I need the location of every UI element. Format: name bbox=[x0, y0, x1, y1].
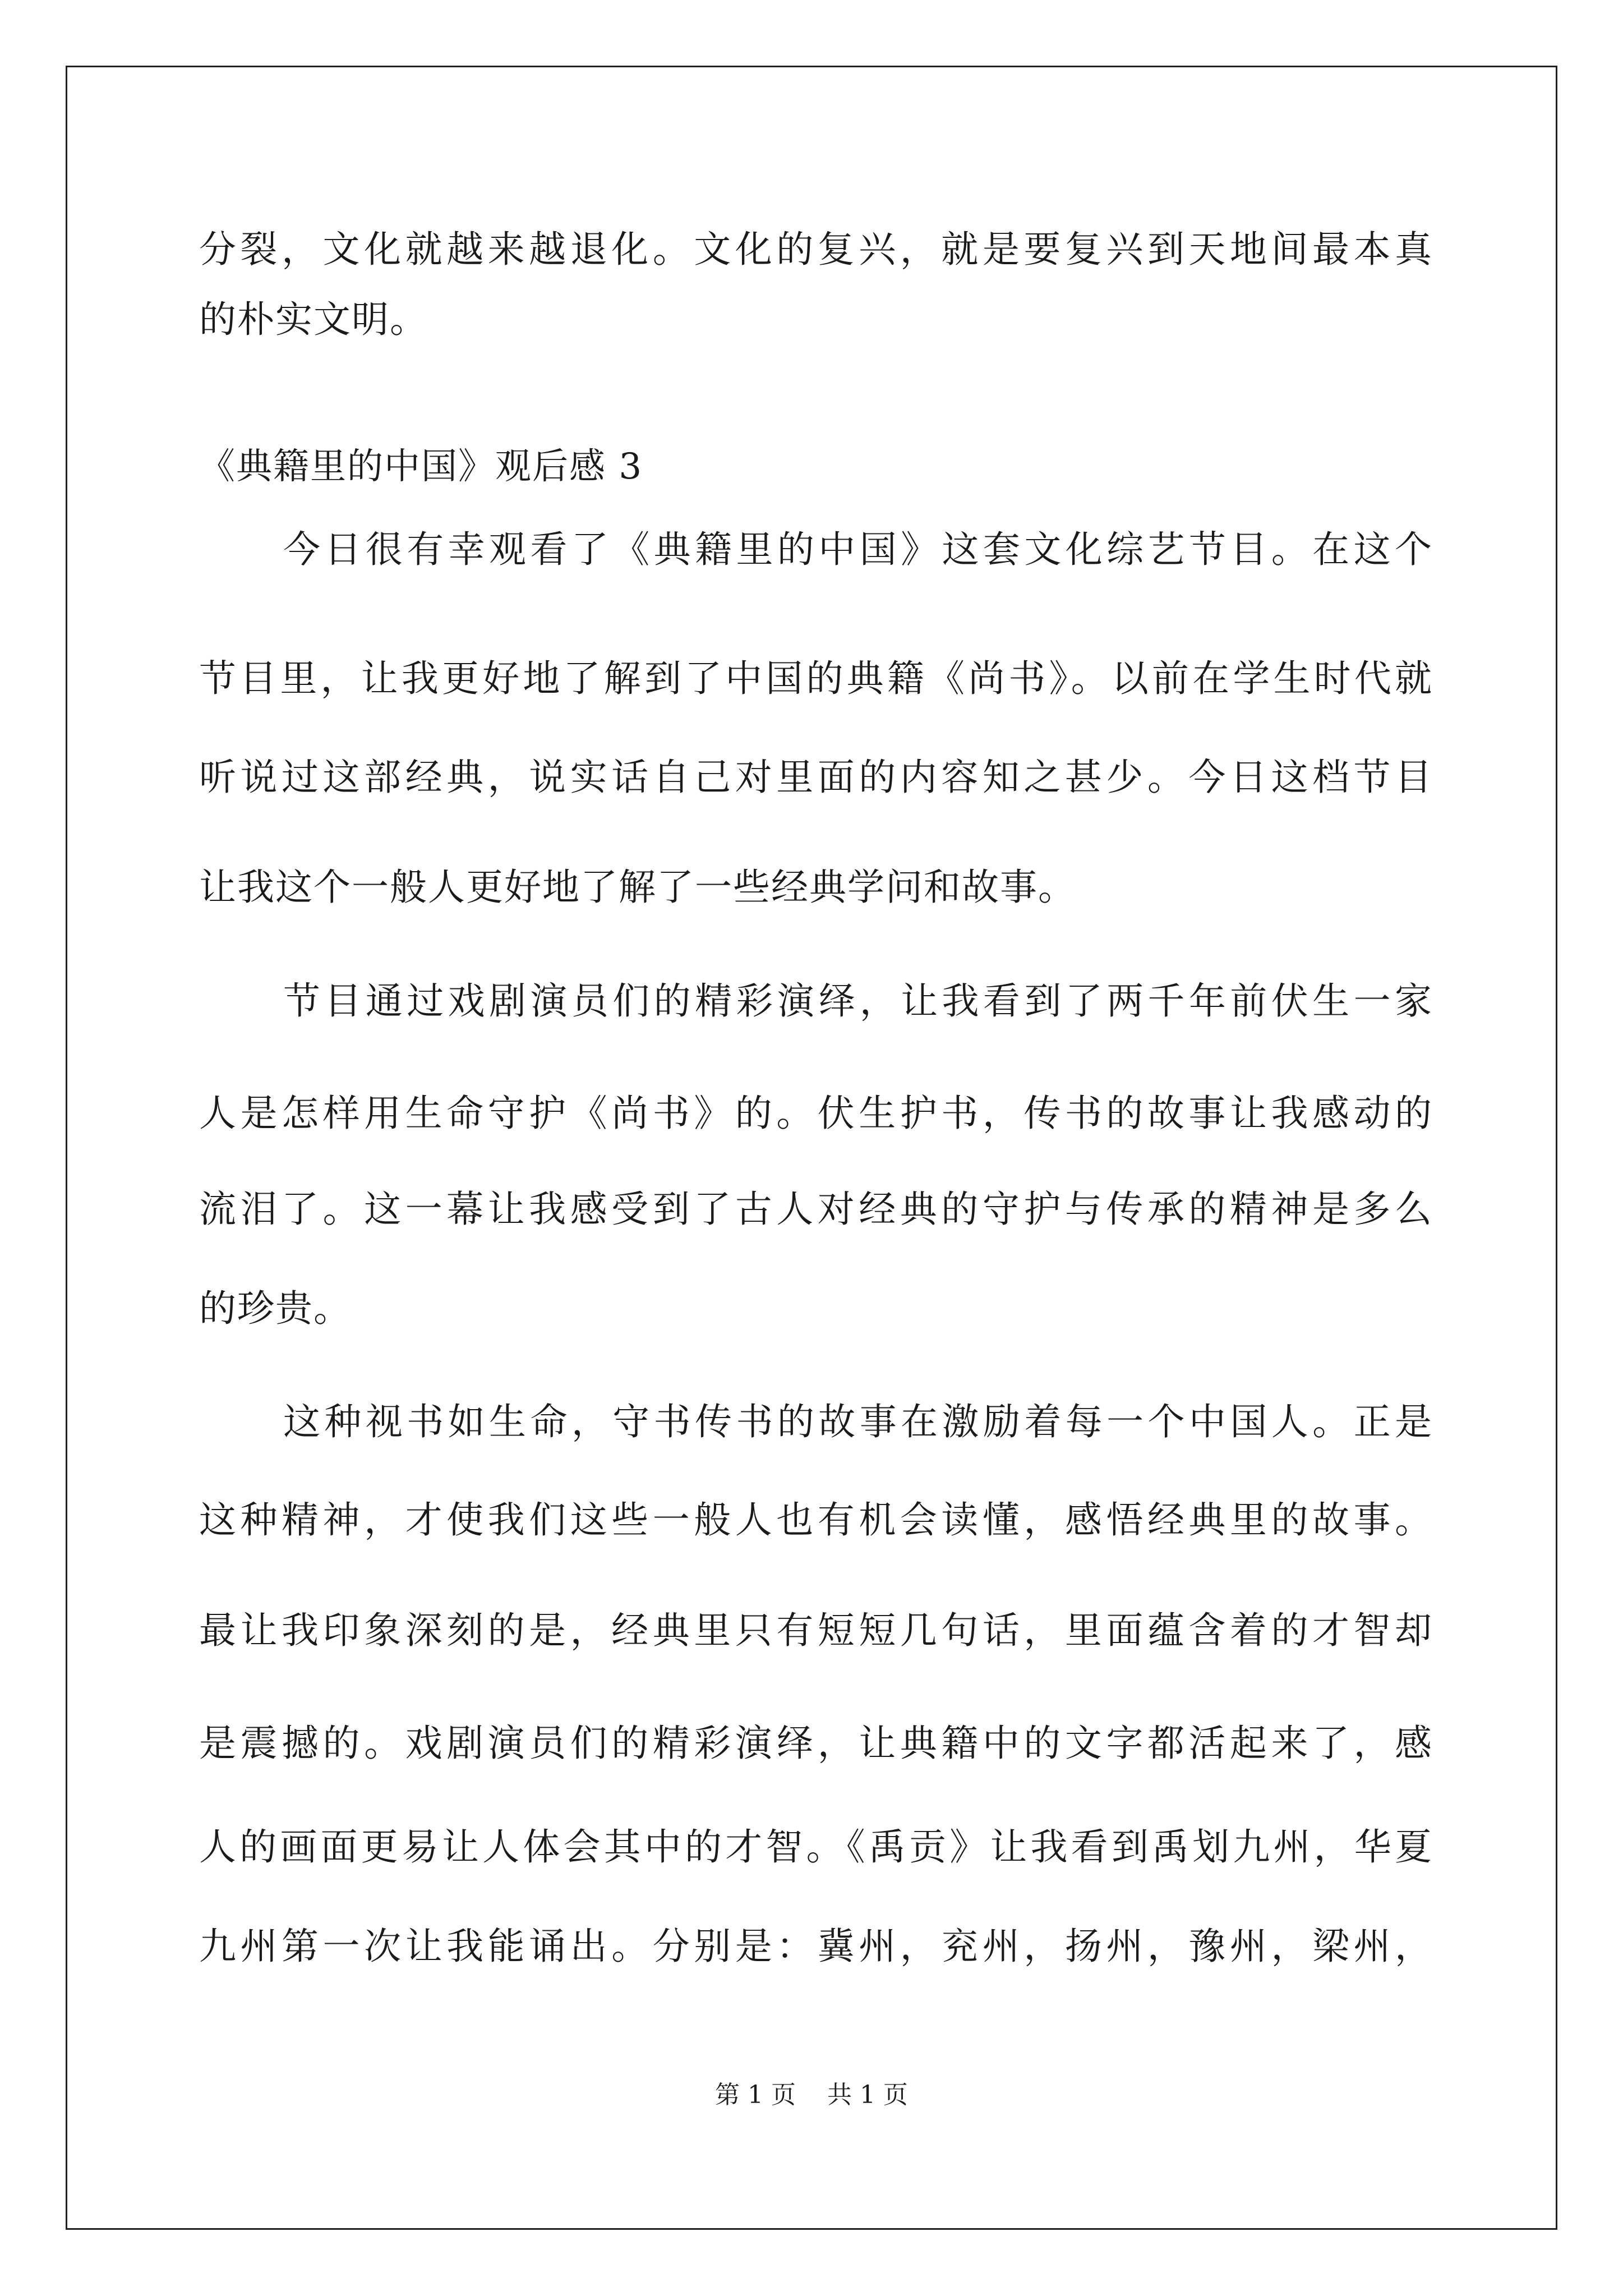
text-line: 节目里，让我更好地了解到了中国的典籍《尚书》。以前在学生时代就 bbox=[199, 657, 1433, 700]
text-line: 今日很有幸观看了《典籍里的中国》这套文化综艺节目。在这个 bbox=[283, 528, 1433, 571]
text-line: 的朴实文明。 bbox=[199, 298, 428, 341]
text-line: 人是怎样用生命守护《尚书》的。伏生护书，传书的故事让我感动的 bbox=[199, 1092, 1433, 1135]
text-line: 是震撼的。戏剧演员们的精彩演绎，让典籍中的文字都活起来了，感 bbox=[199, 1722, 1433, 1765]
text-line: 听说过这部经典，说实话自己对里面的内容知之甚少。今日这档节目 bbox=[199, 756, 1433, 799]
text-line: 九州第一次让我能诵出。分别是：冀州，兖州，扬州，豫州，梁州， bbox=[199, 1925, 1433, 1968]
text-line: 最让我印象深刻的是，经典里只有短短几句话，里面蕴含着的才智却 bbox=[199, 1609, 1433, 1652]
text-line: 流泪了。这一幕让我感受到了古人对经典的守护与传承的精神是多么 bbox=[199, 1188, 1433, 1231]
text-line: 人的画面更易让人体会其中的才智。《禹贡》让我看到禹划九州，华夏 bbox=[199, 1825, 1433, 1869]
text-line: 这种精神，才使我们这些一般人也有机会读懂，感悟经典里的故事。 bbox=[199, 1498, 1433, 1542]
text-line: 节目通过戏剧演员们的精彩演绎，让我看到了两千年前伏生一家 bbox=[283, 979, 1433, 1023]
page-border bbox=[66, 66, 1557, 2230]
text-line: 的珍贵。 bbox=[199, 1287, 352, 1330]
text-line: 分裂，文化就越来越退化。文化的复兴，就是要复兴到天地间最本真 bbox=[199, 228, 1433, 271]
text-line: 这种视书如生命，守书传书的故事在激励着每一个中国人。正是 bbox=[283, 1400, 1433, 1443]
section-title: 《典籍里的中国》观后感 3 bbox=[199, 446, 643, 487]
text-line: 让我这个一般人更好地了解了一些经典学问和故事。 bbox=[199, 866, 1076, 909]
page-footer: 第 1 页 共 1 页 bbox=[715, 2081, 908, 2109]
